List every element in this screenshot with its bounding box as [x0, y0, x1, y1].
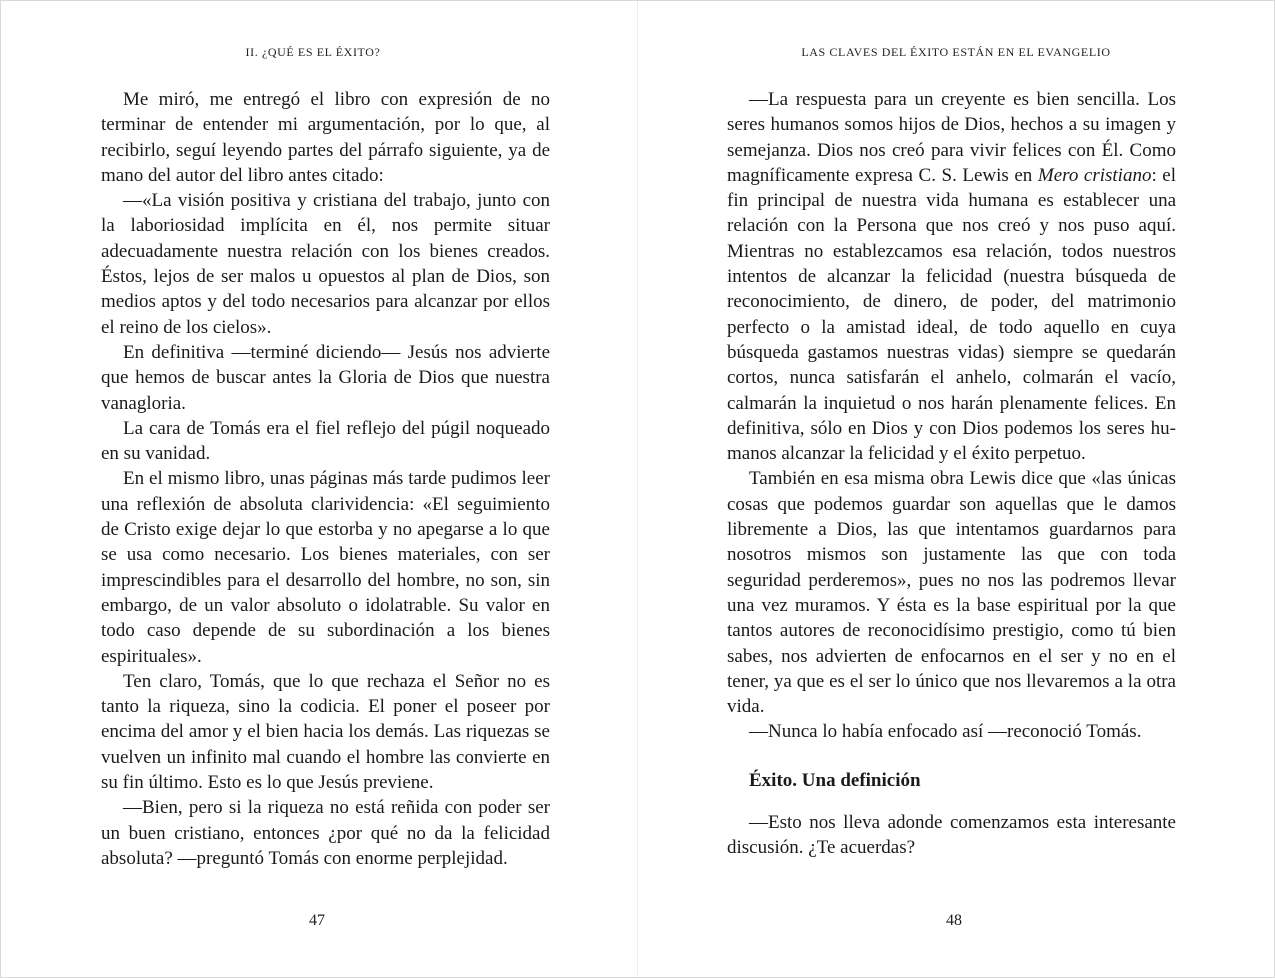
paragraph: También en esa misma obra Lewis dice que «las únicas cosas que podemos guardar son aquellas que le damos libremente a Dios, las que intentamos guardarnos para nosotros mismos son justamente las que con toda seguridad perderemos», pues no nos las podremos llevar una vez muramos. Y ésta es la base espiritual por la que tantos autores de reconocidísimo prestigio, como tú bien sabes, nos advierten de enfocarnos en el ser y no en el tener, ya que es el ser lo único que nos llevaremos a la otra vida. — [727, 468, 1176, 718]
paragraph: —Nunca lo había enfocado así —reconoció Tomás. — [749, 721, 1142, 743]
paragraph: —«La visión positiva y cristiana del trabajo, junto con la laboriosidad implícita en él, nos permite situar adecuadamente nuestra relación con los bienes creados. Éstos, lejos de ser malos u opuestos al plan de Dios, son medios aptos y del todo necesarios para alcanzar por ellos el reino de los cielos». — [101, 190, 550, 338]
running-head-right: LAS CLAVES DEL ÉXITO ESTÁN EN EL EVANGELIO — [801, 45, 1111, 59]
paragraph-text: —La respuesta para un creyente es bien sencilla. Los seres humanos somos hijos de Dios, hechos a su imagen y semejanza. Dios nos creó para vivir felices con Él. Como magníficamente expresa C. S. Lewis en — [727, 89, 1176, 186]
page-number-right: 48 — [946, 912, 962, 929]
running-head-left: II. ¿QUÉ ES EL ÉXITO? — [245, 45, 381, 59]
paragraph: En el mismo libro, unas páginas más tarde pudimos leer una reflexión de absoluta clarividencia: «El seguimiento de Cristo exige dejar lo que estorba y no apegarse a lo que se usa como necesario. Los bienes materiales, con ser imprescindibles para el desarrollo del hombre, no son, sin embargo, de un valor absoluto o idolatrable. Su valor en todo caso depende de su subordinación a los bienes espirituales». — [101, 468, 550, 667]
paragraph: En definitiva —terminé diciendo— Jesús nos advierte que hemos de buscar antes la Gloria de Dios que nuestra vanagloria. — [101, 341, 550, 414]
book-title-italic: Mero cristiano — [1037, 164, 1152, 186]
paragraph: —Bien, pero si la riqueza no está reñida con poder ser un buen cristiano, entonces ¿por qué no da la felicidad absoluta? —preguntó Tomás con enorme perplejidad. — [101, 797, 550, 869]
paragraph-text: : el fin principal de nuestra vida humana es establecer una relación con la Persona que nos creó y nos puso aquí. Mientras no establezcamos esa relación, todos nuestros intentos de alcanzar la felicidad (nuestra búsqueda de reconocimiento, de dinero, de poder, del matrimonio perfecto o la amistad ideal, de todo aquello en cuya búsqueda gastamos nuestras vidas) siempre se quedarán cortos, nunca satisfarán el anhelo, colmarán el vacío, calmarán la inquietud o nos harán plenamente felices. En definitiva, sólo en Dios y con Dios podemos los seres humanos alcanzar la felicidad y el éxito perpetuo. — [727, 164, 1177, 465]
page-number-left: 47 — [309, 912, 325, 929]
paragraph: —Esto nos lleva adonde comenzamos esta interesante discusión. ¿Te acuerdas? — [727, 812, 1176, 859]
paragraph — [727, 87, 1176, 466]
section-heading: Éxito. Una definición — [749, 769, 921, 791]
paragraph: La cara de Tomás era el fiel reflejo del púgil noqueado en su vanidad. — [101, 417, 550, 465]
right-page-body — [727, 87, 1176, 861]
left-page-body — [101, 87, 550, 871]
paragraph: Me miró, me entregó el libro con expresión de no terminar de entender mi argumentación, por lo que, al recibirlo, seguí leyendo partes del párrafo siguiente, ya de mano del autor del libro antes citado: — [101, 89, 550, 186]
left-page — [1, 1, 637, 977]
right-page — [638, 1, 1274, 977]
paragraph: Ten claro, Tomás, que lo que rechaza el Señor no es tanto la riqueza, sino la codicia. El poner el poseer por encima del amor y el bien hacia los demás. Las riquezas se vuelven un infinito mal cuando el hombre las convierte en su fin último. Esto es lo que Jesús previene. — [101, 670, 550, 794]
